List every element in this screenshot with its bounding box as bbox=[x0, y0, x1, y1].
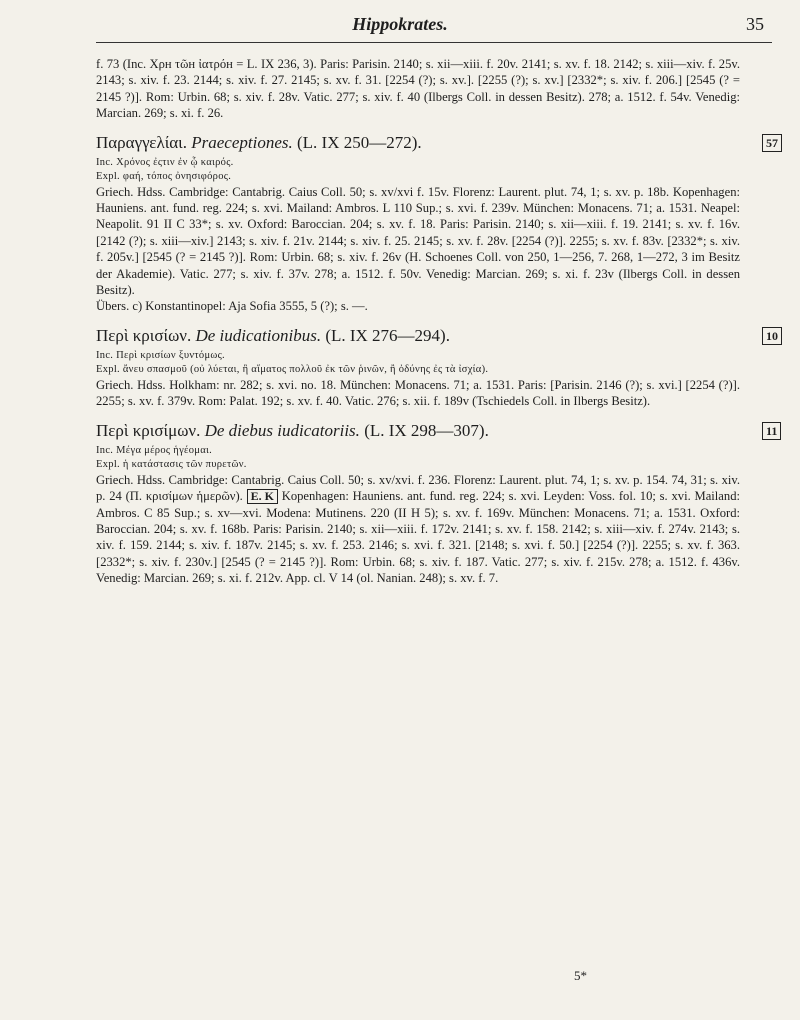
heading-reference: (L. IX 250—272). bbox=[297, 132, 422, 152]
heading-latin: Praeceptiones. bbox=[191, 132, 293, 152]
incipit-line: Inc. Χρόνος ἐςτιν ἐν ᾧ καιρός. bbox=[96, 156, 234, 168]
incipit-line: Inc. Μέγα μέρος ἡγέομαι. bbox=[96, 444, 213, 456]
section-number-box: 57 bbox=[762, 134, 782, 152]
explicit-line: Expl. φαή, τόπος ὀνησιφόρος. bbox=[96, 170, 232, 182]
heading-greek: Παραγγελίαι. bbox=[96, 132, 187, 152]
section-de-diebus-iudicatoriis bbox=[96, 420, 778, 587]
header-rule bbox=[96, 42, 772, 43]
section-heading bbox=[96, 132, 778, 154]
manuscripts-text-part-1: Griech. Hdss. Cambridge: Cantabrig. Caius Coll. 50; s. xv/xvi. f. 236. Florenz: Laurent. plut. 74, 1; s. xv. p. 154. 74, 31; s. xiv. p. 24 (Π. κρισίμων ἡμερῶν). bbox=[96, 472, 740, 504]
translations-paragraph: Übers. c) Konstantinopel: Aja Sofia 3555, 5 (?); s. —. bbox=[96, 299, 368, 314]
manuscripts-text-part-2: Kopenhagen: Hauniens. ant. fund. reg. 224; s. xvi. Leyden: Voss. fol. 10; s. xvi. Mailand: Ambros. C 85 Sup.; s. xv—xvi. Modena: Mutinens. 220 (II H 5); s. xv. f. 169v. München: Monacens. 71; a. 1531. Oxford: Baroccian. 204; s. xv. f. 168b. Paris: Parisin. 2140; s. xii—xiii. f. 172v. 2141; s. xv. f. 158. 2142; s. xiii—xiv. f. 274v. 2143; s. xiv. f. 159. 2144; s. xiv. f. 187v. 2145; s. xv. f. 253. 2146; s. xvi. f. 321. [2148; s. xvi. f. 50.] [2254 (?)]. 2255; s. xv. f. 363. [2332*; s. xiv. f. 230v.] [2545 (? = 2145 ?)]. Rom: Urbin. 68; s. xiv. f. 187. Vatic. 277; s. xiv. f. 215v. 278; a. 1512. f. 436v. Venedig: Marcian. 269; s. xi. f. 212v. App. cl. V 14 (ol. Nanian. 248); s. xv. f. 7. bbox=[96, 489, 740, 586]
section-praeceptiones bbox=[96, 132, 778, 315]
heading-latin: De diebus iudicatoriis. bbox=[204, 420, 360, 440]
intro-paragraph: f. 73 (Inc. Xρн τῶн ἰατρόн = L. IX 236, 3). Paris: Parisin. 2140; s. xii—xiii. f. 20v. 2141; s. xv. f. 18. 2142; s. xiii—xiv. f. 25v. 2143; s. xiv. f. 23. 2144; s. xiv. f. 27. 2145; s. xv. f. 31. [2254 (?); s. xv.]. [2255 (?); s. xv.] [2332*; s. xiv. f. 206.] [2545 (? = 2145 ?)]. Rom: Urbin. 68; s. xiv. f. 28v. Vatic. 277; s. xiv. f. 40 (Ilbergs Coll. in dessen Besitz). 278; a. 1512. f. 54v. Venedig: Marcian. 269; s. xi. f. 26. bbox=[96, 57, 740, 121]
heading-reference: (L. IX 298—307). bbox=[364, 420, 489, 440]
section-de-iudicationibus bbox=[96, 325, 778, 410]
page-number: 35 bbox=[746, 14, 764, 34]
heading-reference: (L. IX 276—294). bbox=[325, 325, 450, 345]
heading-greek: Περὶ κρισίμων. bbox=[96, 420, 201, 440]
incipit-line: Inc. Περὶ κρισίων ξυντόμως. bbox=[96, 349, 225, 361]
explicit-line: Expl. ἡ κατάστασις τῶν πυρετῶν. bbox=[96, 458, 247, 470]
section-heading bbox=[96, 420, 778, 442]
explicit-line: Expl. ἄνευ σπασμοῦ (οὐ λύεται, ἢ αἵματος πολλοῦ ἐκ τῶν ῥινῶν, ἢ ὀδύνης ἐς τὰ ἰσχία). bbox=[96, 363, 489, 375]
manuscripts-paragraph: Griech. Hdss. Cambridge: Cantabrig. Caius Coll. 50; s. xv/xvi f. 15v. Florenz: Laurent. plut. 74, 1; s. xv. p. 18b. Kopenhagen: Hauniens. ant. fund. reg. 224; s. xvi. Mailand: Ambros. L 110 Sup.; s. xvi. f. 239v. München: Monacens. 71; a. 1531. Neapel: Neapolit. 91 II C 33*; s. xv. Oxford: Baroccian. 204; s. xv. f. 18. Paris: Parisin. 2140; s. xii—xiii. f. 19. 2141; s. xv. f. 16v. [2142 (?); s. xiii—xiv.] 2143; s. xiv. f. 21v. 2144; s. xiv. f. 25. 2145; s. xv. f. 28v. [2254 (?)]. 2255; s. xv. f. 83v. [2332*; s. xiv. f. 205v.] [2545 (? = 2145 ?)]. Rom: Urbin. 68; s. xiv. f. 26v (H. Schoenes Coll. von 250, 1—256, 7. 268, 1—272, 3 im Besitz der Akademie). Vatic. 277; s. xiv. f. 37v. 278; a. 1512. f. 50v. Venedig: Marcian. 269; s. xi. f. 23v (Ilbergs Coll. in dessen Besitz). bbox=[96, 184, 740, 298]
signature-mark: 5* bbox=[574, 968, 587, 983]
manuscripts-paragraph bbox=[96, 472, 740, 587]
section-number-box: 11 bbox=[762, 422, 781, 440]
content-area bbox=[96, 56, 778, 587]
section-heading bbox=[96, 325, 778, 347]
section-number-box: 10 bbox=[762, 327, 782, 345]
manuscripts-paragraph: Griech. Hdss. Holkham: nr. 282; s. xvi. no. 18. München: Monacens. 71; a. 1531. Paris: [Parisin. 2146 (?); s. xvi.] [2254 (?)]. 2255; s. xv. f. 379v. Rom: Palat. 192; s. xv. f. 40. Vatic. 276; s. xii. f. 189v (Tschiedels Coll. in Ilbergs Besitz). bbox=[96, 377, 740, 409]
heading-greek: Περὶ κρισίων. bbox=[96, 325, 192, 345]
edition-box-label: E. K bbox=[247, 489, 278, 504]
running-header-title: Hippokrates. bbox=[352, 14, 448, 34]
heading-latin: De iudicationibus. bbox=[195, 325, 322, 345]
